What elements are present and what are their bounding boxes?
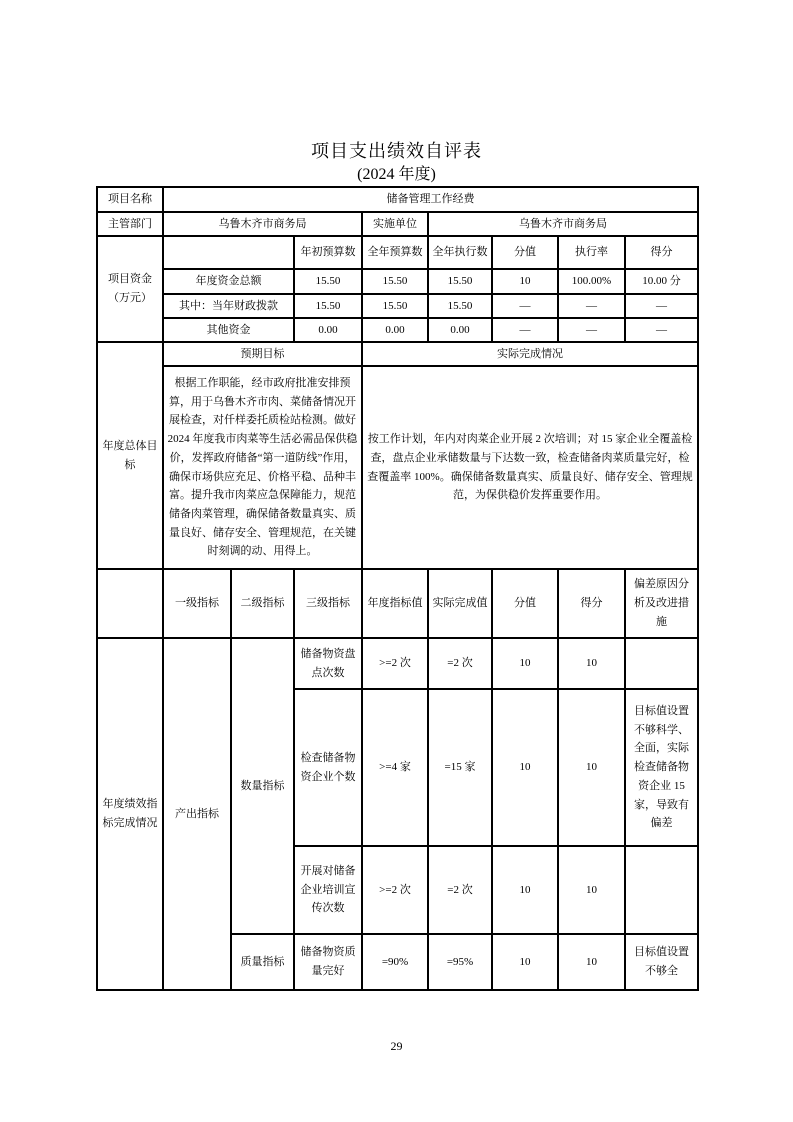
funds-total-initial: 15.50 (294, 269, 362, 294)
funds-other-exec: 0.00 (428, 318, 492, 342)
row-indicators-header (97, 569, 698, 638)
indicators-header-level1: 一级指标 (163, 569, 231, 638)
indicators-header-score: 分值 (492, 569, 558, 638)
impl-unit-label-cell: 实施单位 (362, 212, 428, 236)
indicator-row2-got: 10 (558, 689, 625, 846)
funds-fiscal-exec: 15.50 (428, 294, 492, 318)
indicators-section-label-cell: 年度绩效指标完成情况 (97, 638, 163, 990)
page-subtitle: (2024 年度) (357, 166, 436, 183)
project-name-label-cell: 项目名称 (97, 187, 163, 212)
funds-header-initial-budget: 年初预算数 (294, 236, 362, 269)
indicator-row3-deviation (625, 846, 698, 934)
goal-expected-text-cell: 根据工作职能，经市政府批准安排预算，用于乌鲁木齐市肉、菜储备情况开展检查，对仟样委托质检站检测。做好 2024 年度我市肉菜等生活必需品保供稳价，发挥政府储备“第一道防线”作用，确保市场供应充足、价格平稳、品种丰富。提升我市肉菜应急保障能力，规范储备肉菜管理，确保储备数量真实、质量良好、储存安全、管理规范，在关键时刻调的动、用得上。 (163, 366, 362, 569)
funds-header-year-execution: 全年执行数 (428, 236, 492, 269)
funds-fiscal-year: 15.50 (362, 294, 428, 318)
indicator-row4-target: =90% (362, 934, 428, 990)
funds-header-year-budget: 全年预算数 (362, 236, 428, 269)
indicator-row4-deviation: 目标值设置不够全 (625, 934, 698, 990)
goal-expected-header-cell: 预期目标 (163, 342, 362, 366)
indicators-header-empty-cell (97, 569, 163, 638)
funds-total-points: 10.00 分 (625, 269, 698, 294)
page-number: 29 (390, 1039, 403, 1053)
indicator-row4-got: 10 (558, 934, 625, 990)
funds-total-exec: 15.50 (428, 269, 492, 294)
row-funds-header (97, 236, 698, 269)
row-goal-header (97, 342, 698, 366)
funds-header-score: 分值 (492, 236, 558, 269)
indicators-header-target: 年度指标值 (362, 569, 428, 638)
funds-header-execution-rate: 执行率 (558, 236, 625, 269)
goal-section-label-cell: 年度总体目标 (97, 342, 163, 569)
funds-section-label-cell: 项目资金（万元） (97, 236, 163, 342)
page-title: 项目支出绩效自评表 (311, 141, 482, 161)
row-goal-body (97, 366, 698, 569)
indicator-row2-target: >=4 家 (362, 689, 428, 846)
indicator-row1-score: 10 (492, 638, 558, 689)
funds-fiscal-rate: — (558, 294, 625, 318)
indicators-header-level2: 二级指标 (231, 569, 294, 638)
indicator-row3-actual: =2 次 (428, 846, 492, 934)
funds-total-label-cell: 年度资金总额 (163, 269, 294, 294)
indicator-row2-actual: =15 家 (428, 689, 492, 846)
indicator-row1-name: 储备物资盘点次数 (294, 638, 362, 689)
funds-header-empty-cell (163, 236, 294, 269)
indicator-level2-quality-cell: 质量指标 (231, 934, 294, 990)
indicator-row1-target: >=2 次 (362, 638, 428, 689)
funds-fiscal-initial: 15.50 (294, 294, 362, 318)
indicator-row3-name: 开展对储备企业培训宣传次数 (294, 846, 362, 934)
row-funds-fiscal (97, 294, 698, 318)
indicator-level2-quantity-cell: 数量指标 (231, 638, 294, 934)
funds-total-year: 15.50 (362, 269, 428, 294)
funds-other-year: 0.00 (362, 318, 428, 342)
indicator-row3-score: 10 (492, 846, 558, 934)
row-funds-other (97, 318, 698, 342)
indicator-row3-got: 10 (558, 846, 625, 934)
self-evaluation-table (96, 186, 699, 991)
indicator-row4-actual: =95% (428, 934, 492, 990)
row-indicator-stock-count (97, 638, 698, 689)
funds-total-score: 10 (492, 269, 558, 294)
dept-value-cell: 乌鲁木齐市商务局 (163, 212, 362, 236)
indicator-row3-target: >=2 次 (362, 846, 428, 934)
indicators-header-got: 得分 (558, 569, 625, 638)
indicators-header-deviation: 偏差原因分析及改进措施 (625, 569, 698, 638)
funds-header-points: 得分 (625, 236, 698, 269)
funds-fiscal-points: — (625, 294, 698, 318)
dept-label-cell: 主管部门 (97, 212, 163, 236)
row-departments (97, 212, 698, 236)
indicator-row1-actual: =2 次 (428, 638, 492, 689)
funds-other-label-cell: 其他资金 (163, 318, 294, 342)
row-project-name (97, 187, 698, 212)
funds-other-initial: 0.00 (294, 318, 362, 342)
impl-unit-value-cell: 乌鲁木齐市商务局 (428, 212, 698, 236)
goal-actual-text-cell: 按工作计划，年内对肉菜企业开展 2 次培训；对 15 家企业全覆盖检查，盘点企业承储数量与下达数一致，检查储备肉菜质量完好，检查覆盖率 100%。确保储备数量真实、质量良好、储存安全、管理规范，为保供稳价发挥重要作用。 (362, 366, 698, 569)
funds-fiscal-score: — (492, 294, 558, 318)
project-name-value-cell: 储备管理工作经费 (163, 187, 698, 212)
indicator-row4-score: 10 (492, 934, 558, 990)
funds-total-rate: 100.00% (558, 269, 625, 294)
indicators-header-level3: 三级指标 (294, 569, 362, 638)
indicator-level1-output-cell: 产出指标 (163, 638, 231, 990)
row-funds-total (97, 269, 698, 294)
indicator-row2-name: 检查储备物资企业个数 (294, 689, 362, 846)
goal-actual-header-cell: 实际完成情况 (362, 342, 698, 366)
indicator-row1-got: 10 (558, 638, 625, 689)
indicator-row1-deviation (625, 638, 698, 689)
funds-fiscal-label-cell: 其中：当年财政拨款 (163, 294, 294, 318)
indicator-row4-name: 储备物资质量完好 (294, 934, 362, 990)
indicator-row2-score: 10 (492, 689, 558, 846)
self-evaluation-table-wrapper (96, 186, 699, 991)
indicator-row2-deviation: 目标值设置不够科学、全面，实际检查储备物资企业 15 家，导致有偏差 (625, 689, 698, 846)
indicators-header-actual: 实际完成值 (428, 569, 492, 638)
funds-other-rate: — (558, 318, 625, 342)
funds-other-points: — (625, 318, 698, 342)
funds-other-score: — (492, 318, 558, 342)
